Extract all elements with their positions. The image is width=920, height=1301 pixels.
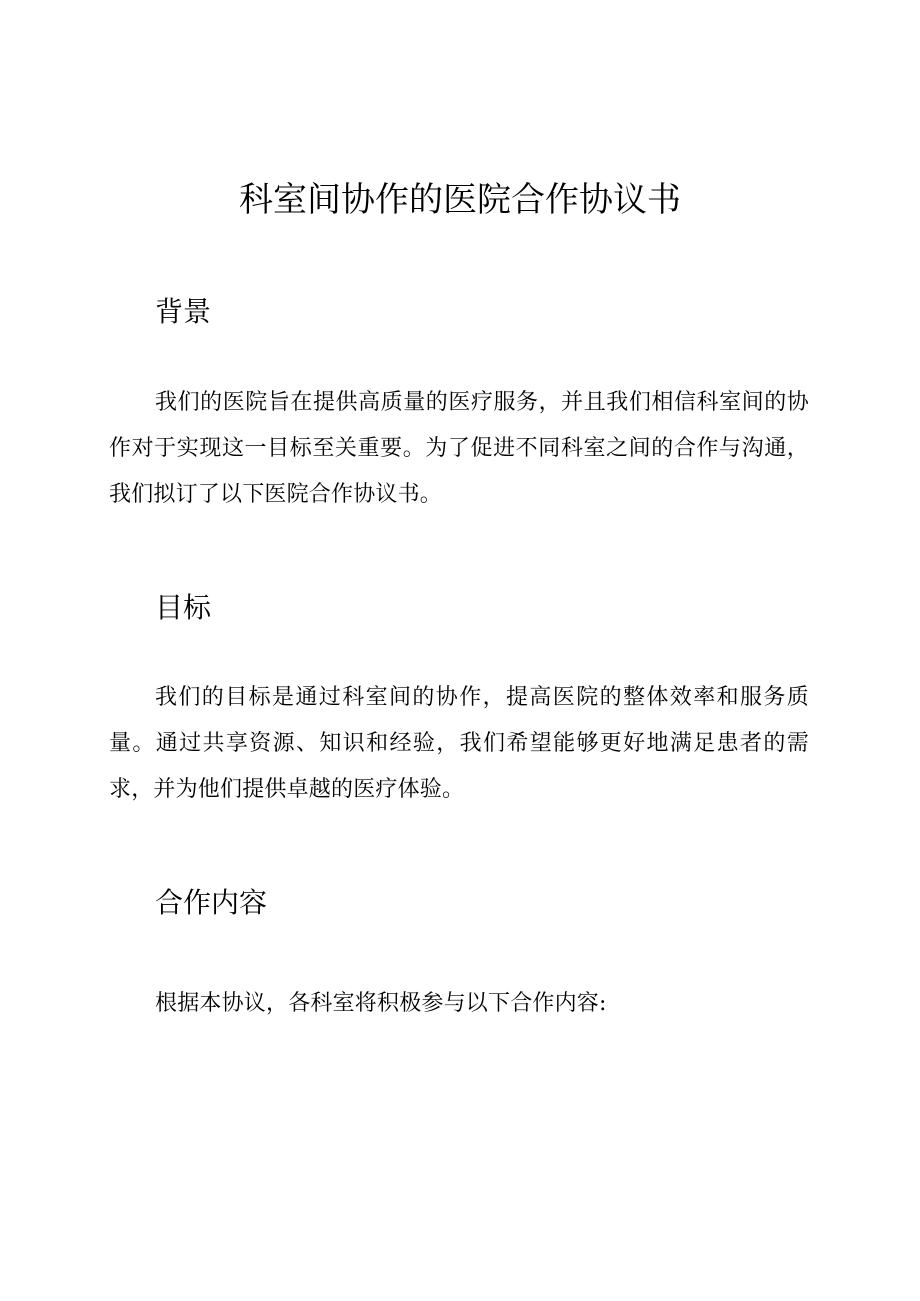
section-heading-cooperation-content: 合作内容 [155, 886, 268, 919]
section-heading-goal: 目标 [155, 591, 212, 624]
section-body-cooperation-content: 根据本协议，各科室将积极参与以下合作内容: [155, 991, 607, 1016]
section-body-goal: 我们的目标是通过科室间的协作，提高医院的整体效率和服务质量。通过共享资源、知识和经验，我们希望能够更好地满足患者的需求，并为他们提供卓越的医疗体验。 [109, 685, 809, 802]
section-heading-background: 背景 [155, 295, 212, 328]
document-title: 科室间协作的医院合作协议书 [239, 180, 681, 220]
section-body-background: 我们的医院旨在提供高质量的医疗服务，并且我们相信科室间的协作对于实现这一目标至关重要。为了促进不同科室之间的合作与沟通，我们拟订了以下医院合作协议书。 [109, 390, 809, 507]
